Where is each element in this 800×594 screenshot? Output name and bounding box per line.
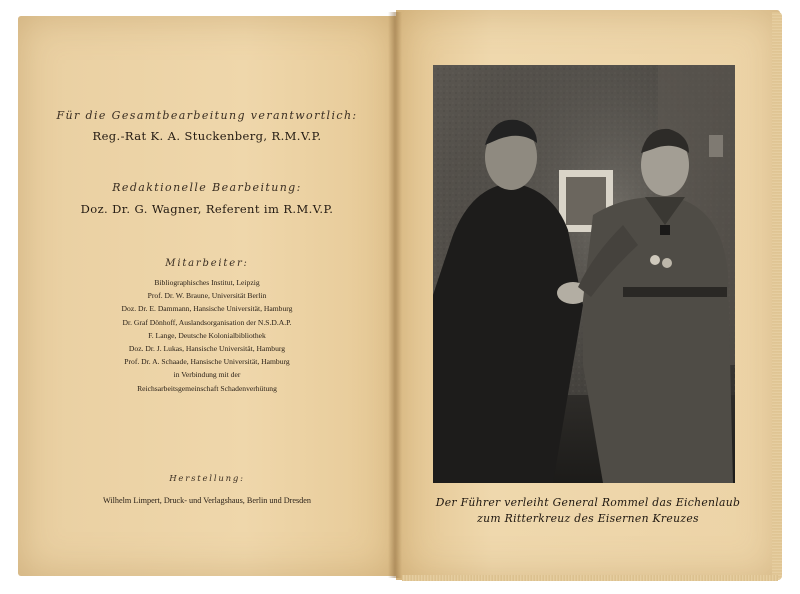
page-edges-right xyxy=(772,12,782,580)
photo-caption-line2: zum Ritterkreuz des Eisernen Kreuzes xyxy=(477,512,699,525)
photo-caption-line1: Der Führer verleiht General Rommel das Eichenlaub xyxy=(435,496,741,509)
mitarbeiter-item: Dr. Graf Dönhoff, Auslandsorganisation der N.S.D.A.P. xyxy=(122,317,292,327)
herstellung-heading: Herstellung: xyxy=(169,474,245,484)
mitarbeiter-item: Reichsarbeitsgemeinschaft Schadenverhütung xyxy=(137,383,277,393)
mitarbeiter-item: F. Lange, Deutsche Kolonialbibliothek xyxy=(148,330,266,340)
photo-scene xyxy=(433,65,735,483)
photograph xyxy=(433,65,735,483)
redaktion-heading: Redaktionelle Bearbeitung: xyxy=(112,181,302,194)
mitarbeiter-item: Doz. Dr. E. Dammann, Hansische Universität, Hamburg xyxy=(121,304,293,314)
mitarbeiter-item: Doz. Dr. J. Lukas, Hansische Universität, Hamburg xyxy=(128,344,286,354)
redaktion-name: Doz. Dr. G. Wagner, Referent im R.M.V.P. xyxy=(80,202,334,216)
gesamt-heading: Für die Gesamtbearbeitung verantwortlich: xyxy=(56,109,358,122)
gesamt-name: Reg.-Rat K. A. Stuckenberg, R.M.V.P. xyxy=(92,129,322,143)
mitarbeiter-list xyxy=(18,276,396,395)
mitarbeiter-heading: Mitarbeiter: xyxy=(165,258,249,269)
mitarbeiter-item: in Verbindung mit der xyxy=(173,370,241,380)
page-edges-bottom xyxy=(402,575,778,581)
mitarbeiter-item: Prof. Dr. A. Schaade, Hansische Universität, Hamburg xyxy=(124,357,290,367)
mitarbeiter-item: Bibliographisches Institut, Leipzig xyxy=(154,278,260,287)
mitarbeiter-item: Prof. Dr. W. Braune, Universität Berlin xyxy=(147,291,267,301)
herstellung-text: Wilhelm Limpert, Druck- und Verlagshaus, Berlin und Dresden xyxy=(102,496,312,505)
